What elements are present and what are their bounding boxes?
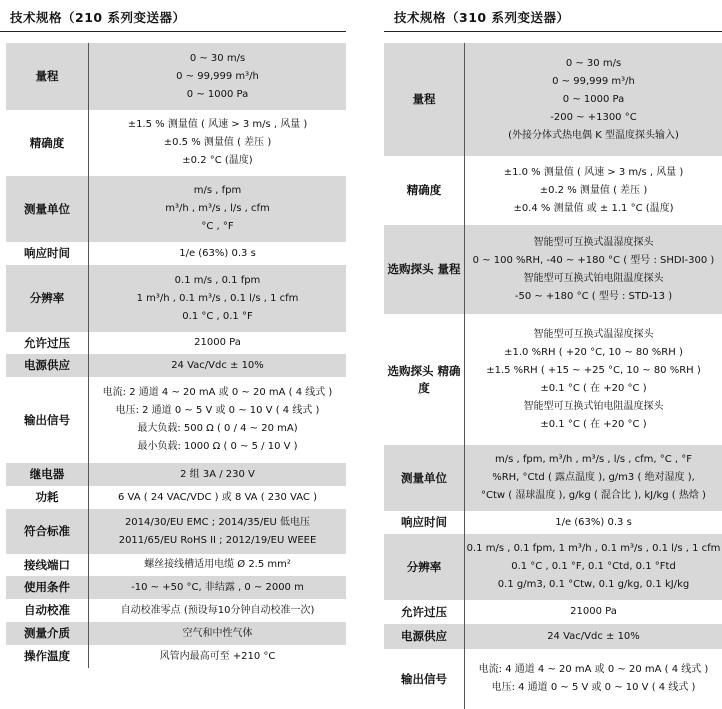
spec-value — [88, 645, 346, 668]
spec-value-line: 空气和中性气体 — [182, 627, 253, 639]
spec-value — [88, 354, 346, 377]
spec-value-line: 0.1 °C , 0.1 °F, 0.1 °Ctd, 0.1 °Ftd — [511, 561, 676, 572]
spec-value-line: 2 组 3A / 230 V — [180, 468, 255, 480]
spec-label: 功耗 — [35, 490, 59, 504]
spec-row — [384, 314, 722, 445]
spec-value-line: 智能型可互换式温湿度探头 — [533, 328, 654, 340]
spec-row — [6, 576, 346, 599]
spec-value-line: °Ctw ( 湿球温度 ), g/kg ( 混合比 ), kJ/kg ( 热焓 ) — [481, 490, 706, 501]
spec-value-line: 2014/30/EU EMC ; 2014/35/EU 低电压 — [124, 516, 311, 528]
spec-value-line: 0.1 m/s , 0.1 fpm — [174, 274, 261, 286]
spec-label: 输出信号 — [24, 412, 70, 427]
spec-value — [88, 242, 346, 265]
spec-value-line: ±0.5 % 测量值 ( 差压 ) — [163, 137, 272, 148]
right-spec-title: 技术规格（310 系列变送器） — [384, 0, 722, 32]
spec-row — [6, 176, 346, 242]
spec-value-line: 最大负载: 500 Ω ( 0 / 4 ~ 20 mA) — [137, 423, 298, 434]
spec-value-line: 24 Vac/Vdc ± 10% — [171, 359, 264, 371]
spec-label: 使用条件 — [24, 580, 70, 594]
spec-label: 自动校准 — [24, 603, 70, 617]
spec-value-line: m/s , fpm — [193, 185, 242, 196]
spec-row — [6, 332, 346, 354]
spec-label: 电源供应 — [24, 358, 70, 372]
spec-value-line: 自动校准零点 (预设每10分钟自动校准一次) — [120, 604, 315, 616]
spec-row — [6, 377, 346, 463]
spec-value-line: 电压: 4 通道 0 ~ 5 V 或 0 ~ 10 V ( 4 线式 ) — [491, 682, 696, 693]
spec-label: 精确度 — [406, 183, 442, 197]
spec-value-line: 1/e (63%) 0.3 s — [555, 516, 632, 528]
right-spec-table — [384, 43, 722, 709]
spec-value-line: ±0.4 % 测量值 或 ± 1.1 °C (温度) — [513, 202, 674, 214]
spec-value-line: 0.1 g/m3, 0.1 °Ctw, 0.1 g/kg, 0.1 kJ/kg — [497, 579, 690, 590]
spec-label: 分辨率 — [406, 559, 442, 574]
spec-value — [88, 463, 346, 486]
spec-value — [88, 509, 346, 554]
spec-value-line: 0 ~ 99,999 m³/h — [176, 70, 259, 82]
spec-label: 选购探头 精确度 — [387, 363, 461, 395]
spec-value — [88, 332, 346, 354]
spec-row — [6, 622, 346, 645]
spec-value-line: 电压: 2 通道 0 ~ 5 V 或 0 ~ 10 V ( 4 线式 ) — [115, 405, 320, 416]
spec-value-line: -10 ~ +50 °C, 非结露 , 0 ~ 2000 m — [131, 581, 304, 593]
right-spec-column — [384, 0, 722, 693]
spec-row — [6, 110, 346, 176]
spec-value — [464, 225, 722, 314]
left-spec-title: 技术规格（210 系列变送器） — [0, 0, 346, 32]
spec-value — [88, 576, 346, 599]
spec-label: 测量单位 — [401, 470, 447, 485]
spec-value — [464, 156, 722, 225]
spec-value-line: 智能型可互换式铂电阻温度探头 — [523, 400, 664, 412]
spec-label: 分辨率 — [29, 291, 65, 305]
spec-value-line: 0.1 m/s , 0.1 fpm, 1 m³/h , 0.1 m³/s , 0.1 l/s , 1 cfm — [466, 543, 721, 554]
spec-value-line: 1 m³/h , 0.1 m³/s , 0.1 l/s , 1 cfm — [136, 292, 299, 304]
spec-value-line: m³/h , m³/s , l/s , cfm — [165, 203, 270, 214]
spec-value — [88, 377, 346, 463]
spec-value-line: 6 VA ( 24 VAC/VDC ) 或 8 VA ( 230 VAC ) — [118, 491, 317, 503]
spec-row — [384, 225, 722, 314]
spec-label: 量程 — [35, 69, 59, 83]
spec-value-line: 电流: 2 通道 4 ~ 20 mA 或 0 ~ 20 mA ( 4 线式 ) — [102, 387, 333, 398]
spec-value-line: ±1.5 %RH ( +15 ~ +25 °C, 10 ~ 80 %RH ) — [486, 364, 701, 376]
spec-value-line: 0 ~ 1000 Pa — [186, 88, 249, 100]
spec-row — [6, 43, 346, 110]
spec-row — [6, 509, 346, 554]
spec-value-line: m/s , fpm, m³/h , m³/s , l/s , cfm, °C , °F — [495, 454, 692, 465]
spec-value-line: 2011/65/EU RoHS II ; 2012/19/EU WEEE — [118, 534, 317, 546]
spec-value — [88, 110, 346, 176]
spec-value — [88, 622, 346, 645]
spec-value-line: ±0.1 °C ( 在 +20 °C ) — [540, 382, 647, 394]
spec-value-line: ±1.0 % 测量值 ( 风速 > 3 m/s , 风量 ) — [503, 166, 684, 178]
spec-value-line: 智能型可互换式温湿度探头 — [533, 236, 654, 248]
spec-row — [6, 354, 346, 377]
spec-value-line: 电流: 4 通道 4 ~ 20 mA 或 0 ~ 20 mA ( 4 线式 ) — [478, 664, 709, 675]
spec-value — [464, 534, 722, 600]
spec-value — [88, 176, 346, 242]
spec-label: 精确度 — [29, 135, 65, 150]
spec-value-line: %RH, °Ctd ( 露点温度 ), g/m3 ( 绝对湿度 ), — [492, 472, 695, 483]
spec-row — [6, 645, 346, 668]
spec-label: 操作温度 — [24, 649, 70, 663]
spec-value-line: 螺丝接线槽适用电缆 Ø 2.5 mm² — [144, 559, 291, 570]
spec-value — [88, 599, 346, 622]
spec-row — [384, 445, 722, 511]
spec-label: 测量单位 — [24, 201, 70, 216]
spec-value-line: -50 ~ +180 °C ( 型号 : STD-13 ) — [514, 290, 673, 302]
spec-value — [464, 600, 722, 624]
spec-row — [6, 486, 346, 509]
spec-value — [464, 445, 722, 511]
spec-value — [88, 486, 346, 509]
spec-value-line: (外接分体式热电偶 K 型温度探头输入) — [508, 129, 679, 141]
spec-value-line: ±0.2 °C (温度) — [182, 155, 253, 166]
left-spec-table — [6, 43, 346, 668]
spec-row — [6, 599, 346, 622]
spec-row — [6, 463, 346, 486]
spec-row — [384, 624, 722, 649]
spec-value-line: 风管内最高可至 +210 °C — [159, 650, 276, 662]
spec-label: 符合标准 — [24, 524, 70, 538]
spec-row — [384, 511, 722, 534]
spec-value-line: 21000 Pa — [570, 606, 617, 617]
spec-label: 响应时间 — [24, 246, 70, 260]
spec-value-line: 0.1 °C , 0.1 °F — [182, 310, 253, 322]
spec-row — [6, 554, 346, 576]
spec-label: 继电器 — [29, 467, 65, 481]
spec-value-line: ±0.2 % 测量值 ( 差压 ) — [539, 184, 648, 196]
spec-value — [88, 554, 346, 576]
spec-row — [384, 600, 722, 624]
spec-value — [464, 624, 722, 649]
spec-value-line: ±1.5 % 测量值 ( 风速 > 3 m/s , 风量 ) — [127, 119, 308, 130]
spec-value-line: 0 ~ 99,999 m³/h — [552, 75, 635, 87]
spec-label: 允许过压 — [24, 335, 70, 350]
spec-value — [464, 649, 722, 709]
spec-label: 响应时间 — [401, 515, 447, 529]
spec-label: 选购探头 量程 — [387, 262, 461, 276]
spec-value — [88, 265, 346, 332]
spec-label: 电源供应 — [401, 629, 447, 643]
spec-value-line: 1/e (63%) 0.3 s — [179, 247, 256, 259]
spec-value — [464, 43, 722, 156]
spec-value-line: 智能型可互换式铂电阻温度探头 — [523, 272, 664, 284]
spec-value-line: 0 ~ 1000 Pa — [562, 93, 625, 105]
spec-row — [6, 265, 346, 332]
spec-value-line: ±0.1 °C ( 在 +20 °C ) — [540, 418, 647, 430]
spec-label: 输出信号 — [401, 671, 447, 686]
spec-label: 测量介质 — [24, 626, 70, 640]
spec-row — [6, 242, 346, 265]
spec-value-line: 最小负载: 1000 Ω ( 0 ~ 5 / 10 V ) — [137, 441, 298, 452]
spec-label: 量程 — [412, 92, 436, 106]
spec-value — [464, 314, 722, 445]
left-spec-column — [0, 0, 346, 663]
spec-row — [384, 649, 722, 709]
spec-value — [464, 511, 722, 534]
spec-value-line: 0 ~ 30 m/s — [565, 57, 622, 69]
spec-value-line: 21000 Pa — [194, 337, 241, 348]
spec-row — [384, 534, 722, 600]
spec-value-line: 0 ~ 30 m/s — [189, 52, 246, 64]
spec-row — [384, 43, 722, 156]
spec-value-line: °C , °F — [201, 221, 234, 232]
spec-value — [88, 43, 346, 110]
spec-value-line: ±1.0 %RH ( +20 °C, 10 ~ 80 %RH ) — [504, 346, 683, 358]
spec-label: 允许过压 — [401, 604, 447, 619]
spec-row — [384, 156, 722, 225]
spec-value-line: 24 Vac/Vdc ± 10% — [547, 630, 640, 642]
spec-value-line: 0 ~ 100 %RH, -40 ~ +180 °C ( 型号 : SHDI-300 ) — [472, 254, 715, 266]
spec-value-line: -200 ~ +1300 °C — [550, 111, 637, 123]
spec-label: 接线端口 — [24, 557, 70, 572]
